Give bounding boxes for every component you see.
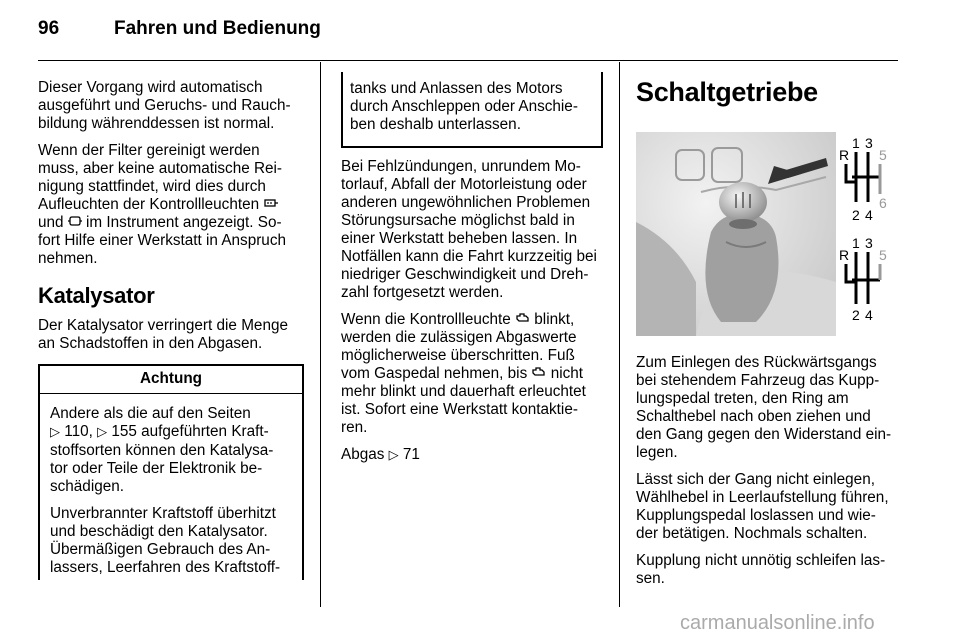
- katalysator-text: Der Katalysator verringert die Menge an Schadstoffen in den Abgasen.: [38, 317, 288, 352]
- svg-text:R: R: [839, 247, 850, 263]
- page-ref-arrow-icon: ▷: [97, 425, 108, 440]
- section-heading-schaltgetriebe: Schaltgetriebe: [636, 77, 818, 107]
- paragraph: Wenn der Filter gereinigt werden muss, aber keine automatische Rei- nigung stattfindet, wird dies durch Aufleuchten der Kontrollleuchten und im Instrument angezeigt. So- fort Hilfe einer Werkstatt in Anspruch nehmen.: [38, 142, 286, 267]
- svg-text:5: 5: [879, 147, 887, 163]
- svg-text:2: 2: [852, 207, 860, 223]
- warning-title: Achtung: [40, 366, 302, 394]
- page-link[interactable]: 110,: [64, 423, 93, 440]
- page-header-title: Fahren und Bedienung: [114, 18, 321, 39]
- page-number: 96: [38, 18, 60, 39]
- gear-shift-figure: [636, 132, 900, 336]
- svg-text:4: 4: [865, 307, 873, 323]
- svg-text:3: 3: [865, 235, 873, 251]
- paragraph: Dieser Vorgang wird automatisch ausgeführt und Geruchs- und Rauch- bildung währenddessen ist normal.: [38, 79, 291, 132]
- reverse-ring: [729, 219, 757, 229]
- warning-box: [38, 364, 304, 580]
- page-ref-arrow-icon: ▷: [388, 448, 399, 463]
- column-divider-2: [619, 62, 620, 607]
- section-heading-katalysator: Katalysator: [38, 283, 155, 308]
- column-3: Zum Einlegen des Rückwärtsgangs bei stehendem Fahrzeug das Kupp- lungspedal treten, den Ring am Schalthebel nach oben ziehen und den Gang gegen den Widerstand ein- legen. Lässt sich der Gang nicht einlegen, Wählhebel in Leerlaufstellung führen, Kupplungspedal loslassen und wie- der betätigen. Nochmals schalten. Kupplung nicht unnötig schleifen las- sen.: [636, 354, 892, 587]
- svg-text:1: 1: [852, 235, 860, 251]
- engine-icon: [515, 312, 530, 324]
- column-2: Bei Fehlzündungen, unrundem Mo- torlauf, Abfall der Motorleistung oder anderen ungewöhnlichen Problemen Störungsursache möglichst bald in einer Werkstatt beheben lassen. In Notfällen kann die Fahrt kurzzeitig bei niedriger Geschwindigkeit und Dreh- zahl fortgesetzt werden. Wenn die Kontrollleuchte blinkt, werden die zulässigen Abgaswerte möglicherweise überschritten. Fuß vom Gaspedal nehmen, bis nicht mehr blinkt und dauerhaft erleuchtet ist. Sofort eine Werkstatt kontaktie- ren. Abgas ▷ 71: [341, 158, 597, 463]
- page-link[interactable]: 71: [402, 446, 420, 463]
- column-divider-1: [320, 62, 321, 607]
- header-rule: [38, 60, 898, 61]
- warning-body: Andere als die auf den Seiten ▷ 110, ▷ 155 aufgeführten Kraft- stoffsorten können den Katalysa- tor oder Teile der Elektronik be- schädigen. Unverbrannter Kraftstoff überhitzt und beschädigt den Katalysator. Übermäßigen Gebrauch des An- lassers, Leerfahren des Kraftstoff-: [50, 405, 281, 576]
- svg-text:3: 3: [865, 135, 873, 151]
- column-1: [38, 79, 306, 277]
- gear-shift-illustration: [636, 132, 900, 336]
- svg-text:5: 5: [879, 247, 887, 263]
- glow-plug-icon: [68, 215, 82, 227]
- svg-text:R: R: [839, 147, 850, 163]
- page-ref-arrow-icon: ▷: [50, 425, 60, 440]
- svg-text:1: 1: [852, 135, 860, 151]
- warning-box-continued: tanks und Anlassen des Motors durch Anschleppen oder Anschie- ben deshalb unterlassen.: [341, 72, 603, 148]
- dpf-warning-icon: [263, 197, 279, 209]
- engine-icon: [531, 366, 546, 378]
- svg-text:4: 4: [865, 207, 873, 223]
- watermark: carmanualsonline.info: [680, 612, 875, 634]
- svg-text:2: 2: [852, 307, 860, 323]
- svg-text:6: 6: [879, 195, 887, 211]
